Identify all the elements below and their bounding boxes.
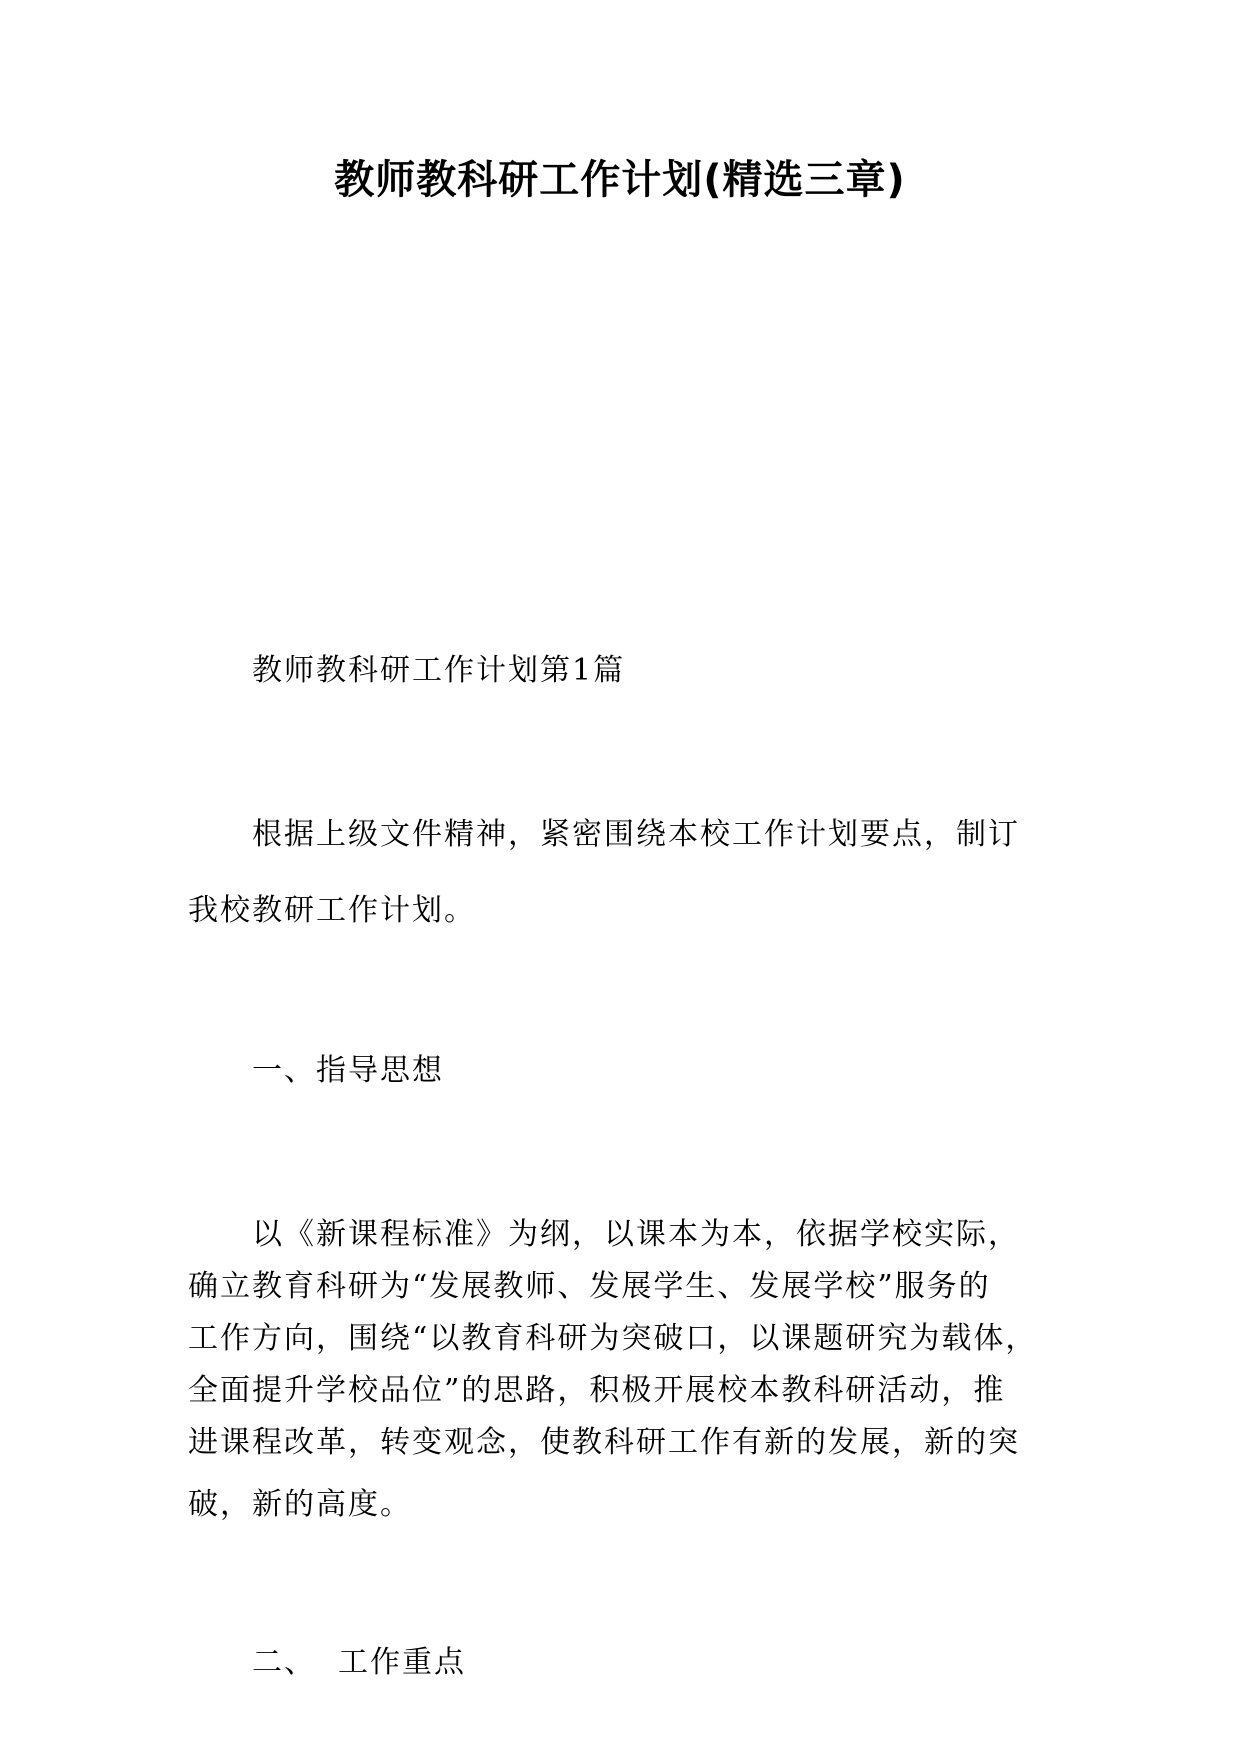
paragraph-line: 进课程改革，转变观念，使教科研工作有新的发展，新的突 (188, 1425, 1020, 1460)
section-heading-work-focus (188, 1640, 1122, 1686)
section-number: 二、 (252, 1645, 316, 1680)
paragraph-line: 工作方向，围绕“以教育科研为突破口，以课题研究为载体， (188, 1321, 1038, 1356)
section-heading-guiding-ideology: 一、指导思想 (252, 1053, 444, 1088)
guiding-ideology-paragraph (188, 1212, 1058, 1546)
paragraph-line: 确立教育科研为“发展教师、发展学生、发展学校”服务的 (188, 1269, 991, 1304)
paragraph-line: 以《新课程标准》为纲，以课本为本，依据学校实际， (252, 1217, 1020, 1252)
section-title: 工作重点 (338, 1645, 466, 1680)
document-title: 教师教科研工作计划(精选三章) (334, 157, 906, 203)
intro-paragraph (188, 812, 1058, 964)
paragraph-line: 破，新的高度。 (188, 1487, 412, 1522)
paragraph-line: 我校教研工作计划。 (188, 893, 476, 928)
chapter-heading: 教师教科研工作计划第1篇 (252, 653, 626, 688)
paragraph-line: 根据上级文件精神，紧密围绕本校工作计划要点，制订 (252, 817, 1020, 852)
paragraph-line: 全面提升学校品位”的思路，积极开展校本教科研活动，推 (188, 1373, 1006, 1408)
